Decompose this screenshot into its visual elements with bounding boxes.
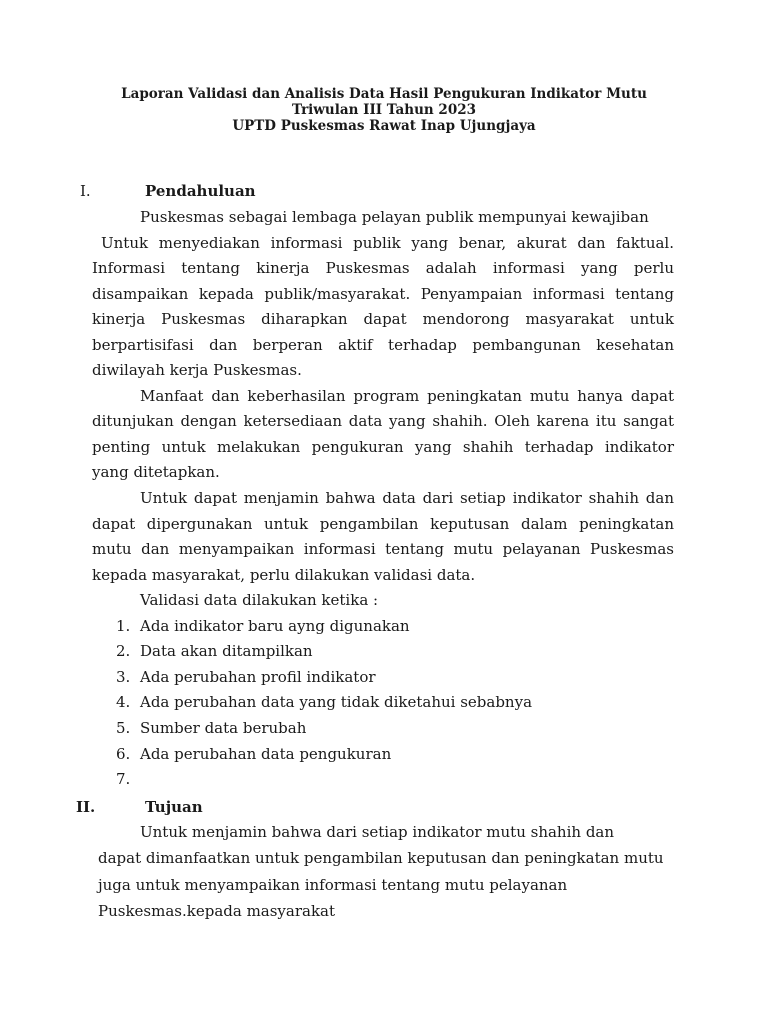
list-item-3-text: Ada perubahan profil indikator: [140, 668, 376, 686]
paragraph-2-line-3: penting untuk melakukan pengukuran yang shahih terhadap indikator: [92, 438, 674, 456]
section-2-line-2: dapat dimanfaatkan untuk pengambilan keputusan dan peningkatan mutu: [98, 849, 664, 867]
list-item-4-text: Ada perubahan data yang tidak diketahui sebabnya: [140, 693, 533, 711]
list-item-5-text: Sumber data berubah: [140, 719, 307, 737]
paragraph-1-line-5: kinerja Puskesmas diharapkan dapat mendorong masyarakat untuk: [92, 310, 674, 328]
list-item-4-number: 4.: [116, 693, 131, 711]
section-2-number: II.: [76, 798, 96, 816]
paragraph-2-line-2: ditunjukan dengan ketersediaan data yang shahih. Oleh karena itu sangat: [92, 412, 674, 430]
list-item-3-number: 3.: [116, 668, 131, 686]
paragraph-1-line-7: diwilayah kerja Puskesmas.: [92, 361, 302, 379]
paragraph-3-line-4: kepada masyarakat, perlu dilakukan validasi data.: [92, 566, 476, 584]
paragraph-1-line-1: Puskesmas sebagai lembaga pelayan publik mempunyai kewajiban: [140, 208, 649, 226]
paragraph-1-line-4: disampaikan kepada publik/masyarakat. Penyampaian informasi tentang: [92, 285, 674, 303]
paragraph-2-line-4: yang ditetapkan.: [92, 463, 220, 481]
section-1-heading: Pendahuluan: [145, 182, 256, 200]
paragraph-3-line-1: Untuk dapat menjamin bahwa data dari setiap indikator shahih dan: [140, 489, 674, 507]
list-item-6-text: Ada perubahan data pengukuran: [140, 745, 392, 763]
list-item-7-number: 7.: [116, 770, 131, 788]
list-item-6-number: 6.: [116, 745, 131, 763]
title-line-1: Laporan Validasi dan Analisis Data Hasil Pengukuran Indikator Mutu: [121, 86, 647, 102]
section-1-number: I.: [80, 182, 91, 200]
paragraph-3-line-3: mutu dan menyampaikan informasi tentang mutu pelayanan Puskesmas: [92, 540, 674, 558]
paragraph-3-line-2: dapat dipergunakan untuk pengambilan keputusan dalam peningkatan: [92, 515, 674, 533]
list-item-2-number: 2.: [116, 642, 131, 660]
document-title: [0, 86, 768, 134]
list-item-1-text: Ada indikator baru ayng digunakan: [140, 617, 410, 635]
section-2-heading: Tujuan: [145, 798, 203, 816]
list-item-5-number: 5.: [116, 719, 131, 737]
paragraph-1-line-3: Informasi tentang kinerja Puskesmas adalah informasi yang perlu: [92, 259, 674, 277]
section-2-line-4: Puskesmas.kepada masyarakat: [98, 902, 336, 920]
paragraph-1-line-2: Untuk menyediakan informasi publik yang benar, akurat dan faktual.: [101, 234, 674, 252]
section-2-line-1: Untuk menjamin bahwa dari setiap indikator mutu shahih dan: [140, 823, 615, 841]
list-intro: Validasi data dilakukan ketika :: [140, 591, 379, 609]
list-item-2-text: Data akan ditampilkan: [140, 642, 313, 660]
list-item-1-number: 1.: [116, 617, 131, 635]
title-line-3: UPTD Puskesmas Rawat Inap Ujungjaya: [232, 118, 536, 134]
title-line-2: Triwulan III Tahun 2023: [292, 102, 476, 118]
section-2-line-3: juga untuk menyampaikan informasi tentang mutu pelayanan: [98, 876, 568, 894]
paragraph-2-line-1: Manfaat dan keberhasilan program peningkatan mutu hanya dapat: [140, 387, 674, 405]
paragraph-1-line-6: berpartisifasi dan berperan aktif terhadap pembangunan kesehatan: [92, 336, 674, 354]
